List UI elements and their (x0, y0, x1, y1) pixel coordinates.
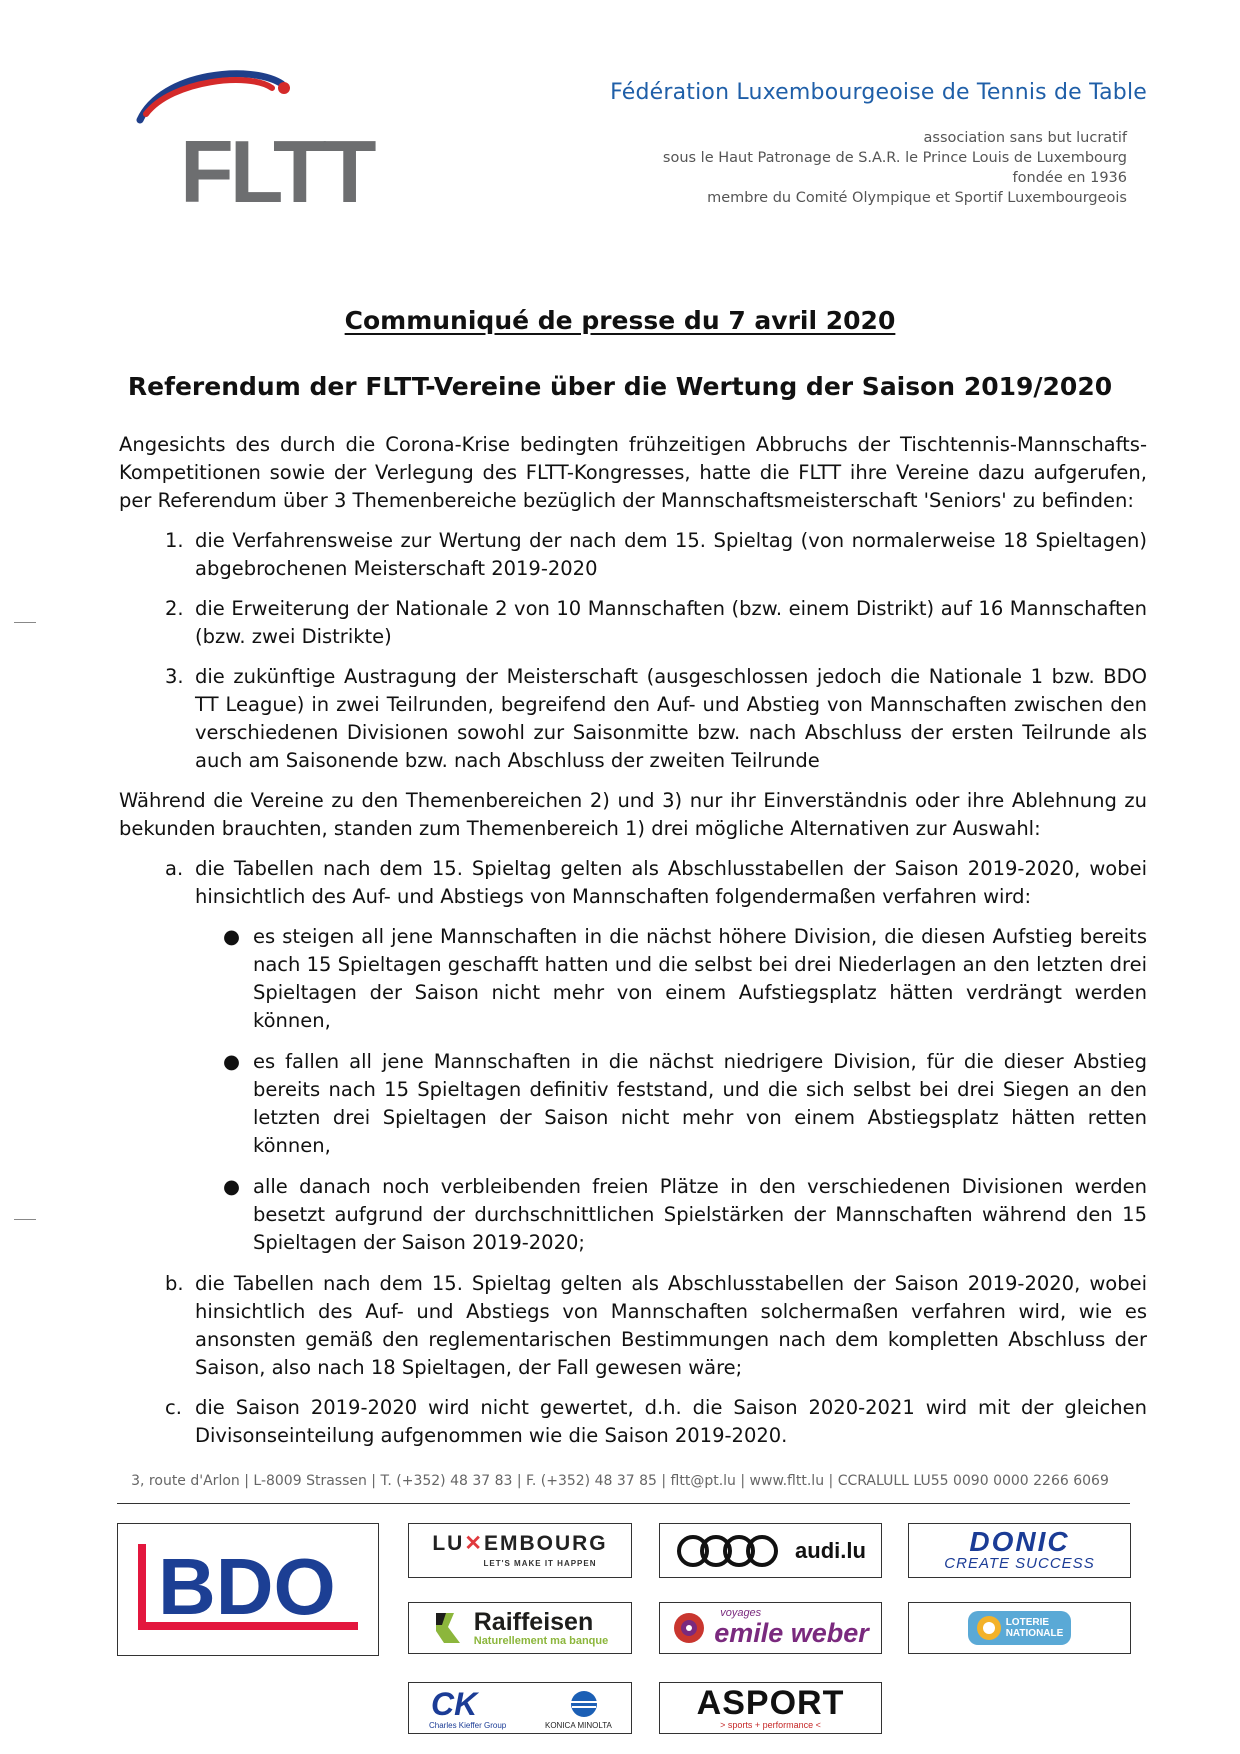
alternative-text: die Saison 2019-2020 wird nicht gewertet, d.h. die Saison 2020-2021 wird mit der gleichen Divisonseinteilung aufgenommen wie die Saison 2019-2020. (195, 1396, 1147, 1447)
document-body (119, 431, 1147, 1462)
bullet-text: alle danach noch verbleibenden freien Plätze in den verschiedenen Divisionen werden besetzt aufgrund der durchschnittlichen Spielstärken der Mannschaften während den 15 Spieltagen der Saison 2019-2020; (253, 1175, 1147, 1254)
sponsor-loterie-nationale[interactable] (908, 1602, 1131, 1654)
audi-rings-icon (675, 1533, 781, 1569)
footer-address: 3, route d'Arlon | L-8009 Strassen | T. (+352) 48 37 83 | F. (+352) 48 37 85 | fltt@pt.lu | www.fltt.lu | CCRALULL LU55 0090 0000 2266 6069 (131, 1473, 1109, 1489)
luxembourg-logo (432, 1533, 607, 1555)
topic-item (119, 527, 1147, 583)
asport-text: ASPORT (696, 1684, 845, 1722)
federation-line: association sans but lucratif (923, 130, 1127, 146)
bullet-icon: ● (223, 1050, 241, 1073)
audi-text: audi.lu (795, 1537, 866, 1563)
sponsor-ck-konica[interactable] (408, 1682, 632, 1734)
sponsor-raiffeisen[interactable] (408, 1602, 632, 1654)
alternative-item (119, 1394, 1147, 1450)
loterie-icon (976, 1615, 1002, 1641)
luxembourg-text-a: LU (432, 1532, 465, 1555)
federation-line: membre du Comité Olympique et Sportif Luxembourgeois (707, 190, 1127, 206)
weber-small-text: voyages (720, 1607, 762, 1619)
alternative-item (119, 1270, 1147, 1382)
fold-mark (14, 1219, 36, 1220)
logo-text: FLTT (180, 122, 373, 212)
federation-line: fondée en 1936 (1012, 170, 1127, 186)
sponsor-donic[interactable] (908, 1523, 1131, 1578)
topic-text: die Erweiterung der Nationale 2 von 10 Mannschaften (bzw. einem Distrikt) auf 16 Mannschaften (bzw. zwei Distrikte) (195, 597, 1147, 648)
sponsor-emile-weber[interactable] (659, 1602, 882, 1654)
asport-tagline: > sports + performance < (720, 1720, 821, 1730)
federation-details (663, 128, 1127, 208)
bullet-icon: ● (223, 1175, 241, 1198)
list-marker: a. (165, 857, 184, 880)
bullet-icon: ● (223, 925, 241, 948)
bullet-text: es steigen all jene Mannschaften in die nächst höhere Division, die diesen Aufstieg bereits nach 15 Spieltagen geschafft hatten und die selbst bei drei Niederlagen an den letzten drei Spieltagen der Saison nicht mehr von einem Aufstiegsplatz hätten verdrängt werden können, (253, 925, 1147, 1032)
donic-text: DONIC (969, 1526, 1070, 1557)
alternative-item (119, 855, 1147, 911)
federation-line: sous le Haut Patronage de S.A.R. le Prince Louis de Luxembourg (662, 150, 1127, 166)
bullet-item (119, 1173, 1147, 1257)
bullet-item (119, 923, 1147, 1035)
konica-text: KONICA MINOLTA (545, 1721, 612, 1730)
x-icon: ✕ (464, 1532, 484, 1555)
fltt-logo (132, 62, 382, 212)
topic-text: die Verfahrensweise zur Wertung der nach dem 15. Spieltag (von normalerweise 18 Spieltagen) abgebrochenen Meisterschaft 2019-2020 (195, 529, 1147, 580)
middle-paragraph: Während die Vereine zu den Themenbereichen 2) und 3) nur ihr Einverständnis oder ihre Ablehnung zu bekunden brauchten, standen zum Themenbereich 1) drei mögliche Alternativen zur Auswahl: (119, 789, 1147, 840)
press-release-title: Communiqué de presse du 7 avril 2020 (344, 306, 896, 335)
bullet-item (119, 1048, 1147, 1160)
sponsor-asport[interactable] (659, 1682, 882, 1734)
donic-tagline: CREATE SUCCESS (944, 1555, 1095, 1572)
ck-tagline: Charles Kieffer Group (429, 1721, 507, 1730)
bullet-text: es fallen all jene Mannschaften in die nächst niedrigere Division, für die dieser Abstieg bereits nach 15 Spieltagen definitiv feststand, und die sich selbst bei drei Siegen an den letzten drei Spieltagen der Saison nicht mehr von einem Abstiegsplatz hätten retten können, (253, 1050, 1147, 1157)
weber-text: emile weber (714, 1618, 869, 1648)
sponsor-audi[interactable] (659, 1523, 882, 1578)
federation-name: Fédération Luxembourgeoise de Tennis de Table (610, 80, 1147, 105)
alternative-text: die Tabellen nach dem 15. Spieltag gelten als Abschlusstabellen der Saison 2019-2020, wobei hinsichtlich des Auf- und Abstiegs von Mannschaften folgendermaßen verfahren wird: (195, 857, 1147, 908)
sponsor-bdo[interactable] (117, 1523, 379, 1656)
list-marker: b. (165, 1272, 184, 1295)
list-marker: 1. (165, 529, 184, 552)
loterie-text-b: NATIONALE (1005, 1628, 1064, 1639)
intro-paragraph: Angesichts des durch die Corona-Krise bedingten frühzeitigen Abbruchs der Tischtennis-Mannschafts-Kompetitionen sowie der Verlegung des FLTT-Kongresses, hatte die FLTT ihre Vereine dazu aufgerufen, per Referendum über 3 Themenbereiche bezüglich der Mannschaftsmeisterschaft 'Seniors' zu befinden: (119, 433, 1147, 512)
topic-item (119, 595, 1147, 651)
ck-text: CK (431, 1686, 478, 1722)
raiffeisen-icon (432, 1609, 464, 1647)
loterie-text-a: LOTERIE (1005, 1617, 1050, 1628)
konica-globe-icon (569, 1689, 599, 1719)
alternative-text: die Tabellen nach dem 15. Spieltag gelten als Abschlusstabellen der Saison 2019-2020, wobei hinsichtlich des Auf- und Abstiegs von Mannschaften solchermaßen verfahren wird, wie es ansonsten gemäß den reglementarischen Bestimmungen nach dem kompletten Abschluss der Saison, also nach 18 Spieltagen, der Fall gewesen wäre; (195, 1272, 1147, 1379)
luxembourg-tagline: LET'S MAKE IT HAPPEN (483, 1559, 597, 1568)
topic-item (119, 663, 1147, 775)
sponsor-luxembourg[interactable] (408, 1523, 632, 1578)
bdo-logo (128, 1540, 368, 1640)
topic-text: die zukünftige Austragung der Meisterschaft (ausgeschlossen jedoch die Nationale 1 bzw. BDO TT League) in zwei Teilrunden, begreifend den Auf- und Abstieg von Mannschaften zwischen den verschiedenen Divisionen sowohl zur Saisonmitte bzw. nach Abschluss der ersten Teilrunde als auch am Saisonende bzw. nach Abschluss der zweiten Teilrunde (195, 665, 1147, 772)
bdo-text: BDO (158, 1541, 336, 1631)
list-marker: 3. (165, 665, 184, 688)
fold-mark (14, 622, 36, 623)
weber-flower-icon (672, 1611, 706, 1645)
raiffeisen-text: Raiffeisen (473, 1608, 594, 1636)
footer-divider (117, 1503, 1130, 1504)
list-marker: 2. (165, 597, 184, 620)
press-release-subtitle: Referendum der FLTT-Vereine über die Wertung der Saison 2019/2020 (127, 372, 1113, 401)
luxembourg-text-b: EMBOURG (483, 1532, 608, 1555)
raiffeisen-tagline: Naturellement ma banque (473, 1635, 609, 1647)
list-marker: c. (165, 1396, 182, 1419)
